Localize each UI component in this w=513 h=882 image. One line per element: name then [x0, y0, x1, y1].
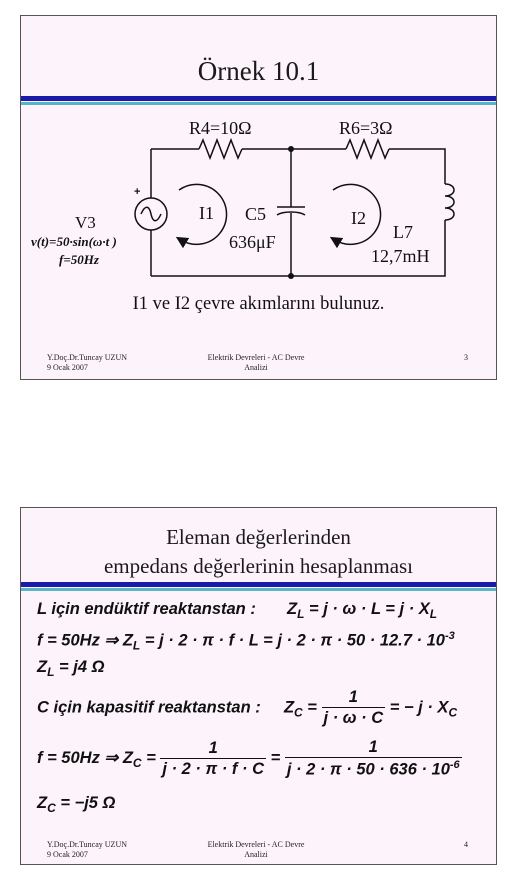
label-l7-value: 12,7mH [371, 246, 430, 266]
label-i2: I2 [351, 208, 366, 228]
label-source-freq: f=50Hz [59, 252, 99, 267]
slide-4 [20, 507, 497, 865]
slide-title-line2: empedans değerlerinin hesaplanması [103, 554, 414, 578]
footer-page-number: 3 [464, 353, 468, 362]
label-r4: R4=10Ω [189, 118, 252, 138]
eq2-exponent: -3 [444, 630, 455, 642]
eq1-z-sub: L [297, 607, 305, 621]
footer-course-line1: Elektrik Devreleri - AC Devre [207, 840, 305, 849]
label-c5: C5 [245, 204, 267, 224]
eq6-z-sub: C [47, 801, 56, 815]
footer-author: Y.Doç.Dr.Tuncay UZUN [47, 840, 127, 849]
equation-zl-calculation [37, 630, 455, 653]
eq5-fraction-2 [285, 738, 462, 780]
eq4-x-sub: C [448, 705, 458, 720]
task-statement: I1 ve I2 çevre akımlarını bulunuz. [132, 294, 385, 314]
equation-capacitive-reactance: C için kapasitif reaktanstan : $Z_C$ = $\frac{1}{j \cdot \omega \cdot C}$ = − $j \cdot X_C$ [37, 688, 458, 727]
slide-title-line1: Eleman değerlerinden [166, 525, 351, 549]
footer-course-block [181, 840, 331, 860]
eq5-numerator-1: 1 [208, 738, 218, 757]
eq4-label: C için kapasitif reaktanstan : [37, 698, 261, 717]
title-divider-blue [21, 582, 496, 587]
eq5-denominator-2-text: j · 2 · π · 50 · 636 · 10 [286, 760, 450, 779]
equation-zc-calculation: f = 50Hz ⇒ $Z_C$ = $\frac{1}{j \cdot 2 \cdot \pi \cdot f \cdot C}$ = $\frac{1}{j \cdot 2 \cdot \pi \cdot 50 \cdot 636 \cdot 10^{-6}}$ [37, 738, 460, 779]
eq3-z-sub: L [47, 665, 55, 679]
eq5-denominator-2 [285, 757, 462, 780]
label-c5-value: 636μF [229, 232, 276, 252]
eq4-denominator: j · ω · C [323, 709, 384, 727]
eq5-z: Z [122, 749, 133, 768]
eq4-z: Z [283, 698, 295, 717]
footer-course-line2: Analizi [244, 850, 268, 859]
footer-date: 9 Ocak 2007 [47, 363, 88, 372]
footer-date: 9 Ocak 2007 [47, 850, 88, 859]
resistor-r6 [346, 140, 389, 158]
label-v3: V3 [75, 213, 96, 232]
junction-top [288, 146, 294, 152]
eq1-formula: = j · ω · L = j · X [309, 600, 430, 618]
footer-course-line2: Analizi [244, 363, 268, 372]
eq2-z-sub: L [132, 638, 141, 653]
label-source-expr: v(t)=50·sin(ω·t ) [31, 234, 117, 249]
footer-author: Y.Doç.Dr.Tuncay UZUN [47, 353, 127, 362]
eq5-z-sub: C [132, 756, 142, 771]
circuit-diagram [21, 16, 498, 291]
eq4-rest: = − j · X [389, 698, 449, 717]
resistor-r4 [199, 140, 242, 158]
eq2-formula: = j · 2 · π · f · L = j · 2 · π · 50 · 12.7 · 10 [144, 631, 445, 650]
equation-zc-result [37, 794, 115, 815]
eq5-numerator-2: 1 [368, 738, 378, 756]
footer-author-block [47, 353, 127, 373]
eq4-z-sub: C [294, 705, 303, 720]
eq2-z: Z [122, 631, 133, 650]
label-l7: L7 [393, 222, 413, 242]
eq5-exponent: -6 [449, 759, 460, 771]
junction-bottom [288, 273, 294, 279]
eq4-fraction [322, 688, 386, 728]
slide-title: Örnek 10.1 [197, 56, 320, 86]
footer-course-block [181, 353, 331, 373]
footer-course-line1: Elektrik Devreleri - AC Devre [207, 353, 305, 362]
eq6-z: Z [37, 794, 48, 812]
equation-inductive-reactance [37, 600, 437, 621]
eq5-denominator-1: j · 2 · π · f · C [162, 759, 264, 778]
eq3-value: = j4 Ω [59, 658, 105, 676]
eq1-x-sub: L [429, 607, 438, 621]
eq3-z: Z [37, 658, 48, 676]
slide-3 [20, 15, 497, 380]
footer-page-number: 4 [464, 840, 468, 849]
title-divider-cyan [21, 588, 496, 591]
label-r6: R6=3Ω [339, 118, 393, 138]
ac-source-wave [141, 207, 161, 221]
wire-top-right [389, 149, 445, 184]
inductor-l7 [445, 184, 454, 220]
equation-zl-result [37, 658, 104, 679]
footer-author-block [47, 840, 127, 860]
eq4-numerator: 1 [348, 688, 358, 706]
eq2-f50: f = 50Hz ⇒ [37, 631, 119, 650]
eq5-f50: f = 50Hz ⇒ [37, 749, 119, 768]
label-i1: I1 [199, 203, 214, 223]
eq1-z: Z [287, 600, 298, 618]
eq6-value: = −j5 Ω [60, 794, 116, 812]
eq5-fraction-1 [160, 739, 266, 779]
source-plus-sign: + [134, 186, 141, 198]
eq1-label: L için endüktif reaktanstan : [37, 600, 256, 618]
